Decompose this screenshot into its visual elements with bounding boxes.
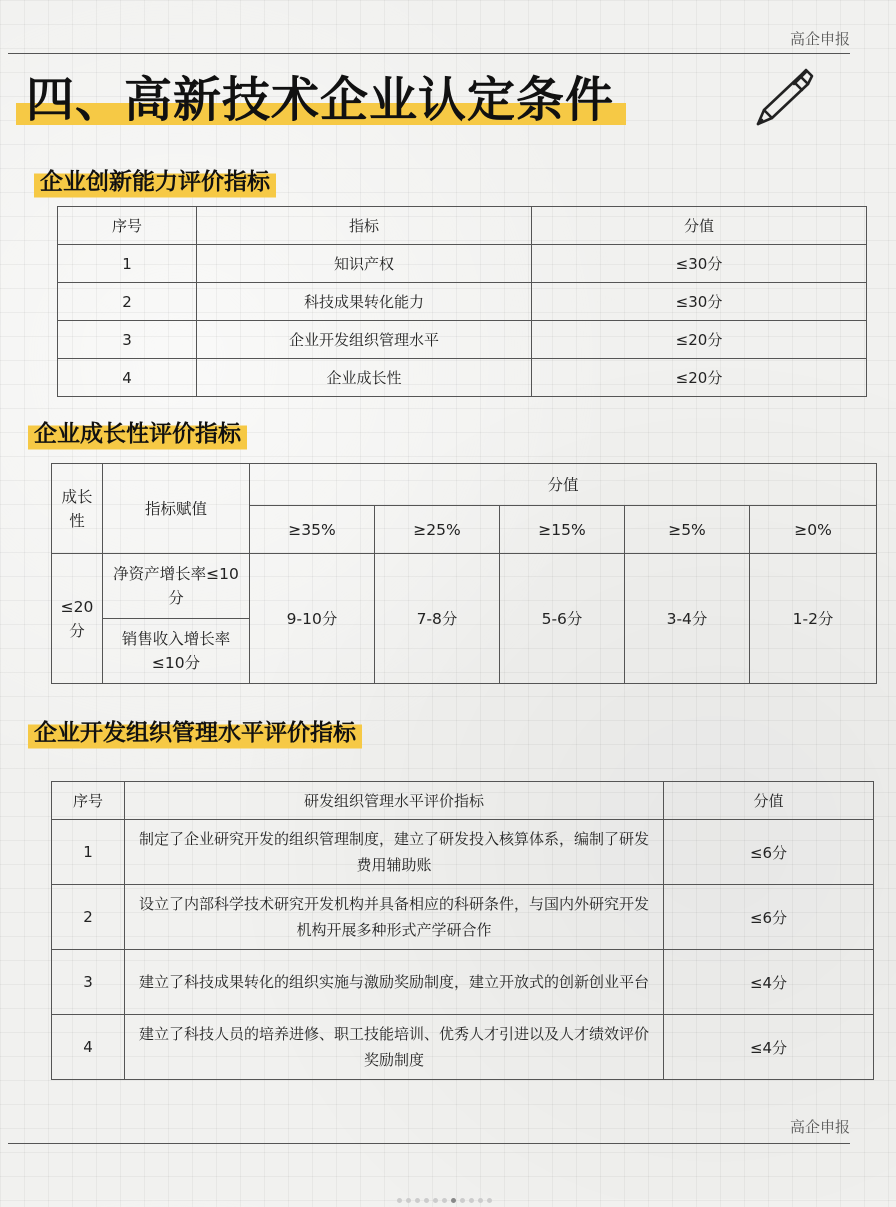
threshold-cell: ≥25% [375, 506, 500, 554]
row-index: 3 [58, 321, 197, 359]
row-score: ≤20分 [532, 359, 867, 397]
row-description: 制定了企业研究开发的组织管理制度，建立了研发投入核算体系，编制了研发费用辅助账 [125, 820, 664, 885]
table-row [58, 245, 867, 283]
header-indicator: 研发组织管理水平评价指标 [125, 782, 664, 820]
page-indicator [395, 1188, 494, 1194]
table-header-row [52, 782, 874, 820]
score-cell: 5-6分 [500, 554, 625, 684]
score-cell: 9-10分 [250, 554, 375, 684]
threshold-cell: ≥35% [250, 506, 375, 554]
row-score: ≤4分 [664, 950, 874, 1015]
row-score: ≤4分 [664, 1015, 874, 1080]
threshold-cell: ≥15% [500, 506, 625, 554]
table-row [52, 885, 874, 950]
row-index: 2 [58, 283, 197, 321]
header-indicator-assign: 指标赋值 [103, 464, 250, 554]
row-score: ≤30分 [532, 245, 867, 283]
growth-index-table [51, 463, 877, 684]
table-row [58, 321, 867, 359]
table-row [52, 554, 877, 619]
row-index: 1 [58, 245, 197, 283]
section2-title: 企业成长性评价指标 [28, 417, 247, 451]
header-index: 序号 [52, 782, 125, 820]
row-index: 4 [52, 1015, 125, 1080]
row-description: 设立了内部科学技术研究开发机构并具备相应的科研条件，与国内外研究开发机构开展多种形式产学研合作 [125, 885, 664, 950]
bottom-divider [8, 1143, 850, 1144]
threshold-cell: ≥5% [625, 506, 750, 554]
table-header-row [52, 464, 877, 506]
threshold-cell: ≥0% [750, 506, 877, 554]
row-indicator: 知识产权 [197, 245, 532, 283]
brand-label-top: 高企申报 [789, 30, 850, 48]
header-score: 分值 [532, 207, 867, 245]
rd-management-table [51, 781, 874, 1080]
growth-value: ≤20分 [52, 554, 103, 684]
section3-title: 企业开发组织管理水平评价指标 [28, 716, 362, 750]
table-row [52, 820, 874, 885]
table-row [52, 950, 874, 1015]
page-title: 四、高新技术企业认定条件 [16, 70, 626, 130]
section1-title: 企业创新能力评价指标 [34, 165, 276, 199]
row-index: 3 [52, 950, 125, 1015]
header-index: 序号 [58, 207, 197, 245]
row-index: 1 [52, 820, 125, 885]
header-growth: 成长性 [52, 464, 103, 554]
row-score: ≤6分 [664, 820, 874, 885]
row-description: 建立了科技成果转化的组织实施与激励奖励制度，建立开放式的创新创业平台 [125, 950, 664, 1015]
row-indicator: 企业开发组织管理水平 [197, 321, 532, 359]
row-score: ≤20分 [532, 321, 867, 359]
table-row [58, 359, 867, 397]
score-cell: 1-2分 [750, 554, 877, 684]
score-cell: 7-8分 [375, 554, 500, 684]
row-indicator: 科技成果转化能力 [197, 283, 532, 321]
table-header-row [58, 207, 867, 245]
header-score: 分值 [664, 782, 874, 820]
indicator-net-assets: 净资产增长率≤10分 [103, 554, 250, 619]
header-indicator: 指标 [197, 207, 532, 245]
brand-label-bottom: 高企申报 [789, 1118, 850, 1136]
row-score: ≤30分 [532, 283, 867, 321]
indicator-sales: 销售收入增长率≤10分 [103, 619, 250, 684]
row-indicator: 企业成长性 [197, 359, 532, 397]
top-divider [8, 53, 850, 54]
table-row [58, 283, 867, 321]
header-score: 分值 [250, 464, 877, 506]
row-score: ≤6分 [664, 885, 874, 950]
row-index: 2 [52, 885, 125, 950]
innovation-index-table [57, 206, 867, 397]
row-index: 4 [58, 359, 197, 397]
pen-icon [748, 68, 818, 130]
score-cell: 3-4分 [625, 554, 750, 684]
table-row [52, 1015, 874, 1080]
row-description: 建立了科技人员的培养进修、职工技能培训、优秀人才引进以及人才绩效评价奖励制度 [125, 1015, 664, 1080]
